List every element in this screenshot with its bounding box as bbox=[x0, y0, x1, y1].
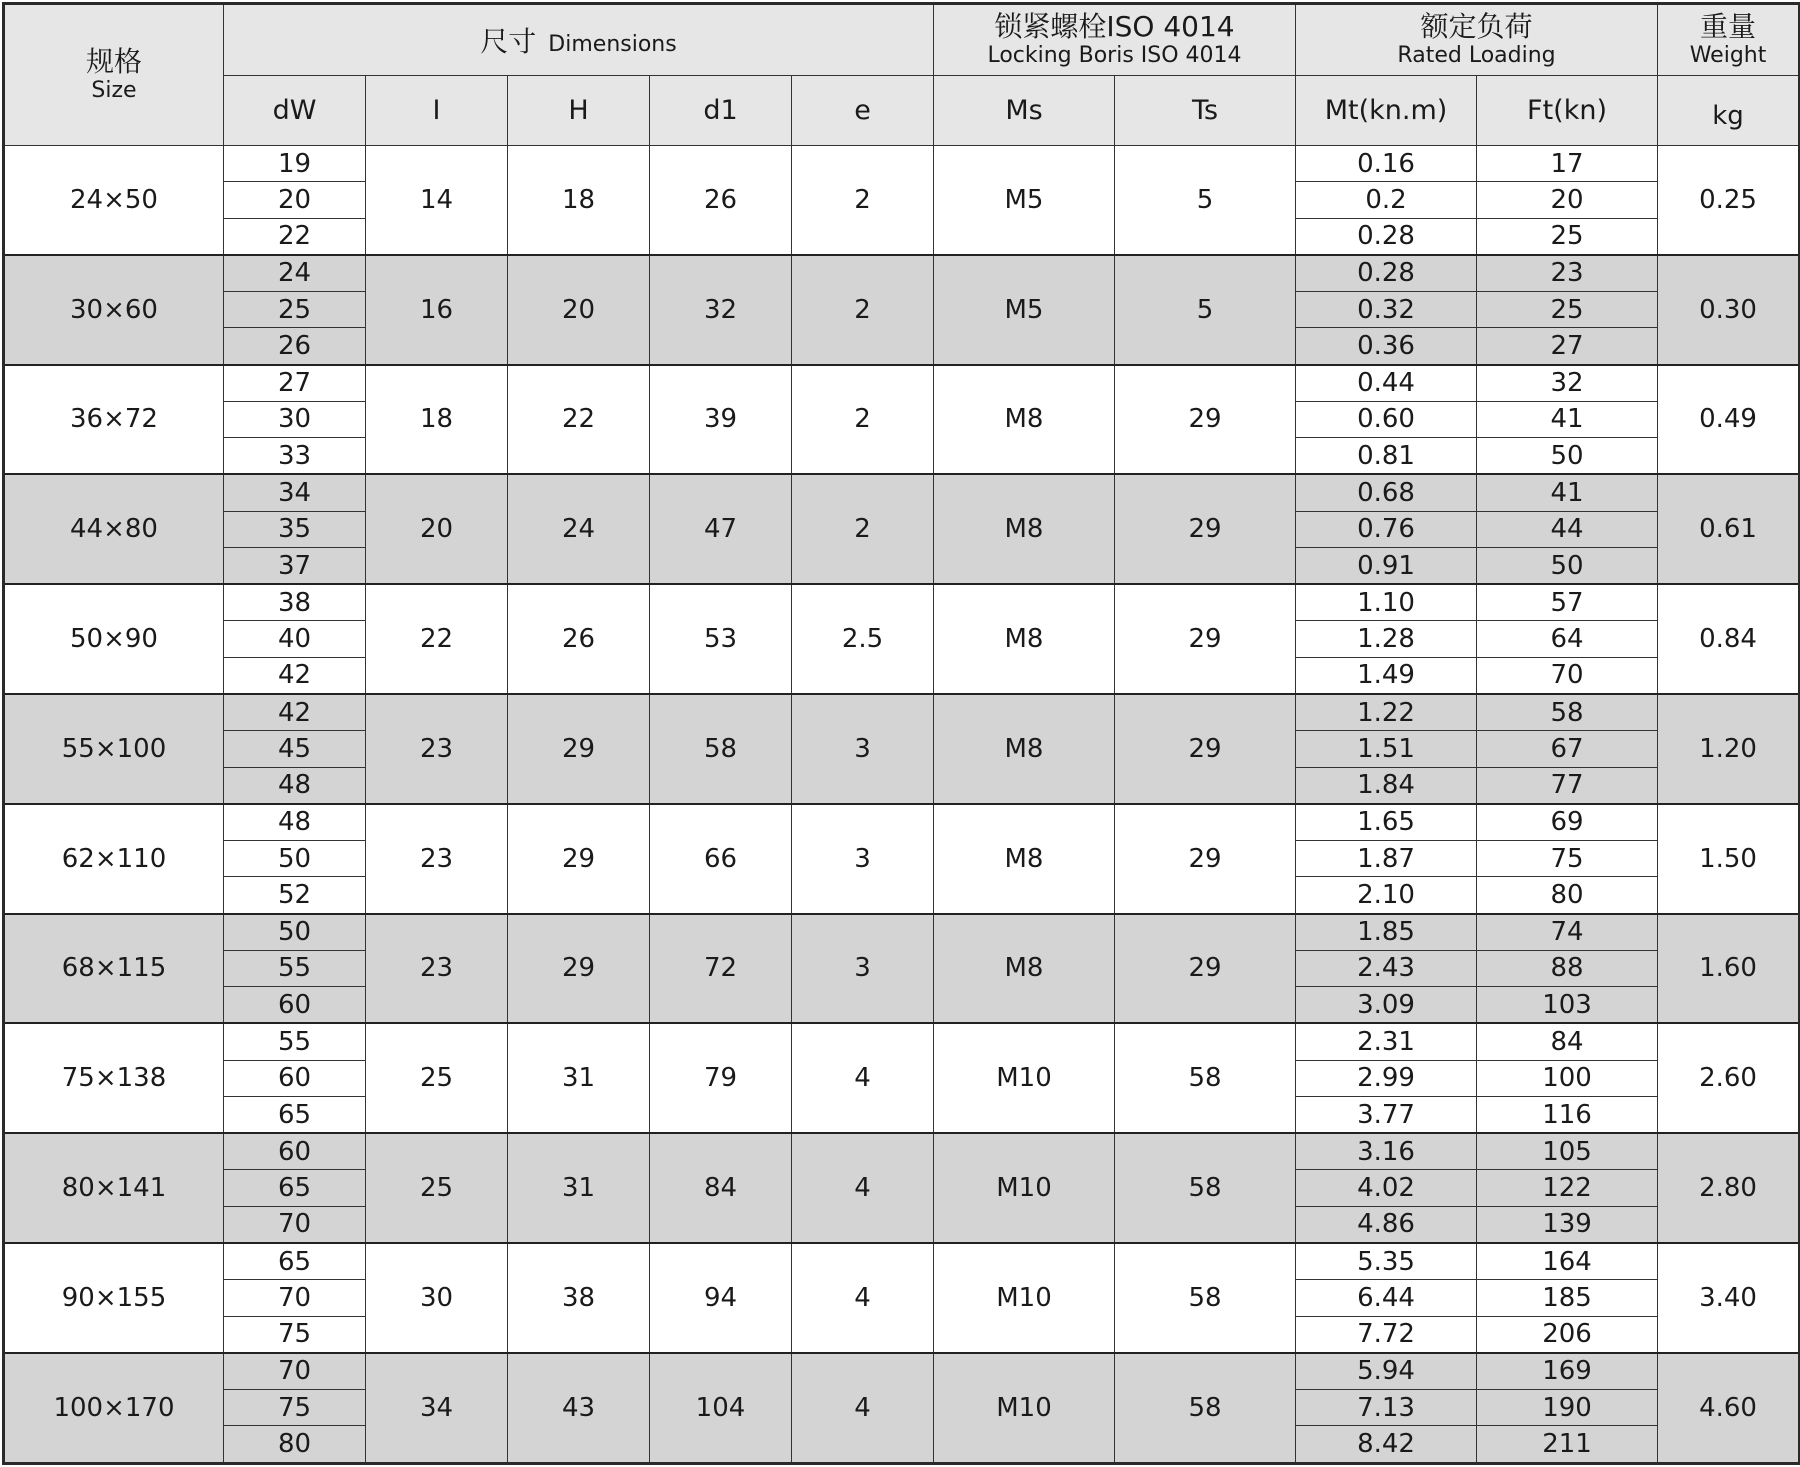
ft-cell: 57 bbox=[1477, 584, 1658, 621]
e-cell: 3 bbox=[792, 694, 934, 804]
mt-cell: 3.16 bbox=[1296, 1133, 1477, 1170]
weight-cell: 0.84 bbox=[1658, 584, 1800, 694]
weight-header-en: Weight bbox=[1689, 43, 1767, 68]
dw-cell: 75 bbox=[224, 1316, 366, 1353]
table-row bbox=[4, 914, 1800, 951]
dw-cell: 48 bbox=[224, 767, 366, 804]
ft-cell: 23 bbox=[1477, 255, 1658, 292]
dw-cell: 60 bbox=[224, 1133, 366, 1170]
mt-cell: 8.42 bbox=[1296, 1426, 1477, 1464]
col-header-i: I bbox=[366, 76, 508, 146]
weight-cell: 0.25 bbox=[1658, 146, 1800, 255]
dw-cell: 70 bbox=[224, 1280, 366, 1316]
dw-cell: 26 bbox=[224, 328, 366, 365]
d1-cell: 26 bbox=[650, 146, 792, 255]
ft-cell: 20 bbox=[1477, 182, 1658, 218]
size-cell: 100×170 bbox=[4, 1353, 224, 1464]
mt-cell: 5.35 bbox=[1296, 1243, 1477, 1280]
mt-cell: 4.86 bbox=[1296, 1206, 1477, 1243]
weight-cell: 0.61 bbox=[1658, 474, 1800, 584]
ft-cell: 139 bbox=[1477, 1206, 1658, 1243]
ts-cell: 5 bbox=[1115, 146, 1296, 255]
table-row bbox=[4, 255, 1800, 292]
ft-cell: 41 bbox=[1477, 474, 1658, 511]
ts-cell: 29 bbox=[1115, 804, 1296, 914]
e-cell: 4 bbox=[792, 1243, 934, 1353]
dw-cell: 34 bbox=[224, 474, 366, 511]
mt-cell: 2.99 bbox=[1296, 1060, 1477, 1096]
e-cell: 3 bbox=[792, 804, 934, 914]
ts-cell: 29 bbox=[1115, 914, 1296, 1024]
dw-cell: 37 bbox=[224, 547, 366, 584]
d1-cell: 72 bbox=[650, 914, 792, 1024]
ft-cell: 25 bbox=[1477, 292, 1658, 328]
ft-cell: 32 bbox=[1477, 365, 1658, 402]
col-header-h: H bbox=[508, 76, 650, 146]
d1-cell: 79 bbox=[650, 1023, 792, 1133]
i-cell: 18 bbox=[366, 365, 508, 475]
ft-cell: 80 bbox=[1477, 877, 1658, 914]
dimensions-header-cn: 尺寸 bbox=[480, 25, 537, 58]
h-cell: 31 bbox=[508, 1023, 650, 1133]
i-cell: 22 bbox=[366, 584, 508, 694]
mt-cell: 2.31 bbox=[1296, 1023, 1477, 1060]
e-cell: 2 bbox=[792, 365, 934, 475]
e-cell: 3 bbox=[792, 914, 934, 1024]
dw-cell: 65 bbox=[224, 1243, 366, 1280]
weight-cell: 2.60 bbox=[1658, 1023, 1800, 1133]
table-body bbox=[4, 146, 1800, 1464]
ft-cell: 58 bbox=[1477, 694, 1658, 731]
weight-cell: 4.60 bbox=[1658, 1353, 1800, 1464]
mt-cell: 0.36 bbox=[1296, 328, 1477, 365]
weight-header bbox=[1658, 4, 1800, 76]
d1-cell: 32 bbox=[650, 255, 792, 365]
ft-cell: 164 bbox=[1477, 1243, 1658, 1280]
dimensions-header bbox=[224, 4, 934, 76]
dw-cell: 60 bbox=[224, 1060, 366, 1096]
ms-cell: M5 bbox=[934, 255, 1115, 365]
ms-cell: M8 bbox=[934, 474, 1115, 584]
table-row bbox=[4, 1133, 1800, 1170]
col-header-ft: Ft(kn) bbox=[1477, 76, 1658, 146]
mt-cell: 0.68 bbox=[1296, 474, 1477, 511]
h-cell: 20 bbox=[508, 255, 650, 365]
table-row bbox=[4, 146, 1800, 182]
ts-cell: 58 bbox=[1115, 1353, 1296, 1464]
col-header-d1: d1 bbox=[650, 76, 792, 146]
h-cell: 31 bbox=[508, 1133, 650, 1243]
ft-cell: 88 bbox=[1477, 950, 1658, 986]
dw-cell: 20 bbox=[224, 182, 366, 218]
i-cell: 34 bbox=[366, 1353, 508, 1464]
col-header-mt: Mt(kn.m) bbox=[1296, 76, 1477, 146]
ft-cell: 190 bbox=[1477, 1390, 1658, 1426]
mt-cell: 3.09 bbox=[1296, 987, 1477, 1024]
dw-cell: 70 bbox=[224, 1353, 366, 1390]
dw-cell: 60 bbox=[224, 987, 366, 1024]
ms-cell: M10 bbox=[934, 1133, 1115, 1243]
dw-cell: 65 bbox=[224, 1096, 366, 1133]
ft-cell: 41 bbox=[1477, 401, 1658, 437]
size-cell: 30×60 bbox=[4, 255, 224, 365]
ft-cell: 27 bbox=[1477, 328, 1658, 365]
dw-cell: 45 bbox=[224, 731, 366, 767]
weight-cell: 1.20 bbox=[1658, 694, 1800, 804]
mt-cell: 1.51 bbox=[1296, 731, 1477, 767]
i-cell: 16 bbox=[366, 255, 508, 365]
size-cell: 36×72 bbox=[4, 365, 224, 475]
table-row bbox=[4, 365, 1800, 402]
dw-cell: 70 bbox=[224, 1206, 366, 1243]
ft-cell: 70 bbox=[1477, 657, 1658, 694]
ft-cell: 206 bbox=[1477, 1316, 1658, 1353]
mt-cell: 0.28 bbox=[1296, 218, 1477, 255]
dw-cell: 38 bbox=[224, 584, 366, 621]
mt-cell: 1.87 bbox=[1296, 841, 1477, 877]
e-cell: 4 bbox=[792, 1133, 934, 1243]
i-cell: 23 bbox=[366, 804, 508, 914]
mt-cell: 1.28 bbox=[1296, 621, 1477, 657]
size-cell: 80×141 bbox=[4, 1133, 224, 1243]
size-cell: 75×138 bbox=[4, 1023, 224, 1133]
mt-cell: 0.76 bbox=[1296, 511, 1477, 547]
ft-cell: 211 bbox=[1477, 1426, 1658, 1464]
dw-cell: 55 bbox=[224, 950, 366, 986]
ms-cell: M8 bbox=[934, 694, 1115, 804]
table-row bbox=[4, 804, 1800, 841]
e-cell: 2 bbox=[792, 474, 934, 584]
d1-cell: 53 bbox=[650, 584, 792, 694]
e-cell: 2 bbox=[792, 255, 934, 365]
d1-cell: 84 bbox=[650, 1133, 792, 1243]
ft-cell: 185 bbox=[1477, 1280, 1658, 1316]
table-row bbox=[4, 474, 1800, 511]
ft-cell: 69 bbox=[1477, 804, 1658, 841]
dw-cell: 33 bbox=[224, 438, 366, 475]
ms-cell: M8 bbox=[934, 584, 1115, 694]
e-cell: 4 bbox=[792, 1023, 934, 1133]
mt-cell: 1.84 bbox=[1296, 767, 1477, 804]
d1-cell: 94 bbox=[650, 1243, 792, 1353]
i-cell: 23 bbox=[366, 914, 508, 1024]
d1-cell: 58 bbox=[650, 694, 792, 804]
dw-cell: 55 bbox=[224, 1023, 366, 1060]
dw-cell: 52 bbox=[224, 877, 366, 914]
locking-bolt-header bbox=[934, 4, 1296, 76]
dw-cell: 50 bbox=[224, 914, 366, 951]
weight-cell: 1.60 bbox=[1658, 914, 1800, 1024]
ms-cell: M10 bbox=[934, 1243, 1115, 1353]
i-cell: 30 bbox=[366, 1243, 508, 1353]
col-header-e: e bbox=[792, 76, 934, 146]
ft-cell: 105 bbox=[1477, 1133, 1658, 1170]
ft-cell: 50 bbox=[1477, 547, 1658, 584]
weight-header-cn: 重量 bbox=[1700, 10, 1757, 43]
mt-cell: 5.94 bbox=[1296, 1353, 1477, 1390]
locking-bolt-header-en: Locking Boris ISO 4014 bbox=[987, 43, 1242, 68]
ts-cell: 29 bbox=[1115, 584, 1296, 694]
d1-cell: 66 bbox=[650, 804, 792, 914]
mt-cell: 0.44 bbox=[1296, 365, 1477, 402]
dw-cell: 22 bbox=[224, 218, 366, 255]
ms-cell: M10 bbox=[934, 1023, 1115, 1133]
ms-cell: M10 bbox=[934, 1353, 1115, 1464]
h-cell: 38 bbox=[508, 1243, 650, 1353]
ft-cell: 67 bbox=[1477, 731, 1658, 767]
ft-cell: 169 bbox=[1477, 1353, 1658, 1390]
e-cell: 4 bbox=[792, 1353, 934, 1464]
i-cell: 25 bbox=[366, 1133, 508, 1243]
size-header-en: Size bbox=[91, 78, 137, 103]
ft-cell: 84 bbox=[1477, 1023, 1658, 1060]
size-cell: 68×115 bbox=[4, 914, 224, 1024]
h-cell: 29 bbox=[508, 804, 650, 914]
table-header bbox=[4, 4, 1800, 146]
mt-cell: 2.43 bbox=[1296, 950, 1477, 986]
e-cell: 2.5 bbox=[792, 584, 934, 694]
mt-cell: 1.85 bbox=[1296, 914, 1477, 951]
dw-cell: 80 bbox=[224, 1426, 366, 1464]
dw-cell: 35 bbox=[224, 511, 366, 547]
dw-cell: 42 bbox=[224, 694, 366, 731]
h-cell: 18 bbox=[508, 146, 650, 255]
weight-cell: 0.49 bbox=[1658, 365, 1800, 475]
ft-cell: 103 bbox=[1477, 987, 1658, 1024]
i-cell: 14 bbox=[366, 146, 508, 255]
ft-cell: 17 bbox=[1477, 146, 1658, 182]
mt-cell: 7.72 bbox=[1296, 1316, 1477, 1353]
ms-cell: M8 bbox=[934, 365, 1115, 475]
size-cell: 90×155 bbox=[4, 1243, 224, 1353]
i-cell: 23 bbox=[366, 694, 508, 804]
size-header-cn: 规格 bbox=[85, 45, 142, 78]
mt-cell: 1.22 bbox=[1296, 694, 1477, 731]
weight-unit: kg bbox=[1658, 76, 1800, 146]
ts-cell: 58 bbox=[1115, 1023, 1296, 1133]
h-cell: 43 bbox=[508, 1353, 650, 1464]
locking-bolt-header-cn: 锁紧螺栓ISO 4014 bbox=[994, 10, 1235, 43]
mt-cell: 0.60 bbox=[1296, 401, 1477, 437]
size-header bbox=[4, 4, 224, 146]
e-cell: 2 bbox=[792, 146, 934, 255]
mt-cell: 0.91 bbox=[1296, 547, 1477, 584]
col-header-ts: Ts bbox=[1115, 76, 1296, 146]
size-cell: 62×110 bbox=[4, 804, 224, 914]
mt-cell: 4.02 bbox=[1296, 1170, 1477, 1206]
ft-cell: 25 bbox=[1477, 218, 1658, 255]
size-cell: 24×50 bbox=[4, 146, 224, 255]
spec-table bbox=[2, 2, 1800, 1465]
rated-loading-header bbox=[1296, 4, 1658, 76]
weight-cell: 1.50 bbox=[1658, 804, 1800, 914]
mt-cell: 7.13 bbox=[1296, 1390, 1477, 1426]
col-header-ms: Ms bbox=[934, 76, 1115, 146]
mt-cell: 3.77 bbox=[1296, 1096, 1477, 1133]
dw-cell: 40 bbox=[224, 621, 366, 657]
h-cell: 24 bbox=[508, 474, 650, 584]
weight-cell: 3.40 bbox=[1658, 1243, 1800, 1353]
mt-cell: 1.49 bbox=[1296, 657, 1477, 694]
mt-cell: 1.65 bbox=[1296, 804, 1477, 841]
ft-cell: 122 bbox=[1477, 1170, 1658, 1206]
table-row bbox=[4, 584, 1800, 621]
ts-cell: 5 bbox=[1115, 255, 1296, 365]
size-cell: 55×100 bbox=[4, 694, 224, 804]
table-row bbox=[4, 1243, 1800, 1280]
dw-cell: 27 bbox=[224, 365, 366, 402]
d1-cell: 104 bbox=[650, 1353, 792, 1464]
ft-cell: 64 bbox=[1477, 621, 1658, 657]
col-header-dw: dW bbox=[224, 76, 366, 146]
d1-cell: 39 bbox=[650, 365, 792, 475]
dw-cell: 42 bbox=[224, 657, 366, 694]
ft-cell: 100 bbox=[1477, 1060, 1658, 1096]
table-row bbox=[4, 1023, 1800, 1060]
dw-cell: 50 bbox=[224, 841, 366, 877]
ts-cell: 58 bbox=[1115, 1243, 1296, 1353]
dimensions-header-en: Dimensions bbox=[548, 32, 677, 57]
mt-cell: 2.10 bbox=[1296, 877, 1477, 914]
d1-cell: 47 bbox=[650, 474, 792, 584]
ft-cell: 116 bbox=[1477, 1096, 1658, 1133]
rated-loading-header-cn: 额定负荷 bbox=[1420, 10, 1533, 43]
ft-cell: 77 bbox=[1477, 767, 1658, 804]
ts-cell: 29 bbox=[1115, 694, 1296, 804]
dw-cell: 30 bbox=[224, 401, 366, 437]
mt-cell: 1.10 bbox=[1296, 584, 1477, 621]
ms-cell: M8 bbox=[934, 914, 1115, 1024]
ms-cell: M8 bbox=[934, 804, 1115, 914]
ft-cell: 44 bbox=[1477, 511, 1658, 547]
dw-cell: 75 bbox=[224, 1390, 366, 1426]
mt-cell: 0.32 bbox=[1296, 292, 1477, 328]
mt-cell: 0.28 bbox=[1296, 255, 1477, 292]
i-cell: 20 bbox=[366, 474, 508, 584]
mt-cell: 0.2 bbox=[1296, 182, 1477, 218]
h-cell: 29 bbox=[508, 694, 650, 804]
dw-cell: 19 bbox=[224, 146, 366, 182]
table-row bbox=[4, 1353, 1800, 1390]
h-cell: 22 bbox=[508, 365, 650, 475]
dw-cell: 25 bbox=[224, 292, 366, 328]
ts-cell: 29 bbox=[1115, 474, 1296, 584]
rated-loading-header-en: Rated Loading bbox=[1397, 43, 1556, 68]
mt-cell: 0.16 bbox=[1296, 146, 1477, 182]
dw-cell: 48 bbox=[224, 804, 366, 841]
ft-cell: 74 bbox=[1477, 914, 1658, 951]
dw-cell: 65 bbox=[224, 1170, 366, 1206]
i-cell: 25 bbox=[366, 1023, 508, 1133]
weight-cell: 2.80 bbox=[1658, 1133, 1800, 1243]
h-cell: 26 bbox=[508, 584, 650, 694]
h-cell: 29 bbox=[508, 914, 650, 1024]
ts-cell: 29 bbox=[1115, 365, 1296, 475]
table-row bbox=[4, 694, 1800, 731]
ft-cell: 50 bbox=[1477, 438, 1658, 475]
weight-cell: 0.30 bbox=[1658, 255, 1800, 365]
size-cell: 50×90 bbox=[4, 584, 224, 694]
dw-cell: 24 bbox=[224, 255, 366, 292]
ms-cell: M5 bbox=[934, 146, 1115, 255]
mt-cell: 6.44 bbox=[1296, 1280, 1477, 1316]
ft-cell: 75 bbox=[1477, 841, 1658, 877]
ts-cell: 58 bbox=[1115, 1133, 1296, 1243]
mt-cell: 0.81 bbox=[1296, 438, 1477, 475]
size-cell: 44×80 bbox=[4, 474, 224, 584]
